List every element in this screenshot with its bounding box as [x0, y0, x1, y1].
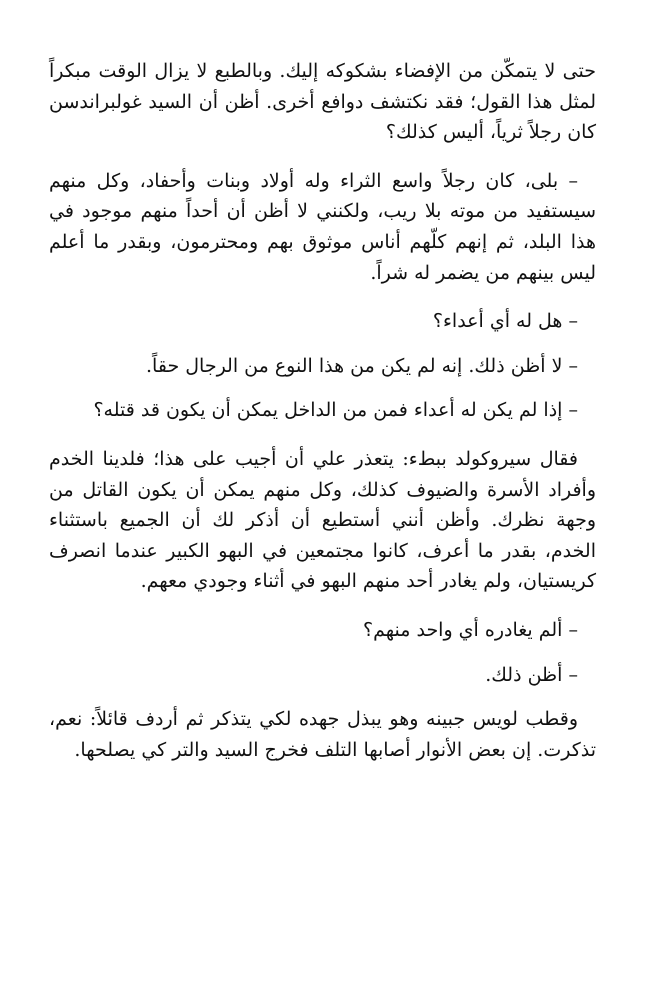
paragraph-lewis-remembers: وقطب لويس جبينه وهو يبذل جهده لكي يتذكر ثم أردف قائلاً: نعم، تذكرت. إن بعض الأنوار أصابها التلف فخرج السيد والتر كي يصلحها.: [49, 708, 596, 761]
paragraph-serocold-reply: فقال سيروكولد ببطء: يتعذر علي أن أجيب على هذا؛ فلدينا الخدم وأفراد الأسرة والضيوف كذلك، وكل منهم يمكن أن يكون القاتل من وجهة نظرك. وأظن أنني أستطيع أن أذكر لك أن الجميع باستثناء الخدم، بقدر ما أعرف، كانوا مجتمعين في البهو الكبير عندما انصرف كريستيان، ولم يغادر أحد منهم البهو في أثناء وجودي معهم.: [49, 447, 596, 593]
paragraph-dialog-left-answer: – أظن ذلك.: [485, 663, 578, 686]
paragraph-dialog-enemies-answer: – لا أظن ذلك. إنه لم يكن من هذا النوع من الرجال حقاً.: [146, 354, 578, 377]
paragraph-dialog-who-killed: – إذا لم يكن له أعداء فمن من الداخل يمكن أن يكون قد قتله؟: [93, 399, 578, 422]
paragraph-continuation: حتى لا يتمكّن من الإفضاء بشكوكه إليك. وبالطبع لا يزال الوقت مبكراً لمثل هذا القول؛ فقد نكتشف دوافع أخرى. أظن أن السيد غولبراندسن كان رجلاً ثرياً، أليس كذلك؟: [49, 60, 596, 144]
paragraph-dialog-wealth: – بلى، كان رجلاً واسع الثراء وله أولاد وبنات وأحفاد، وكل منهم سيستفيد من موته بلا ريب، ولكنني لا أظن أن أحداً منهم موجود في هذا البلد، ثم إنهم كلّهم أناس موثوق بهم ومحترمون، وبقدر ما أعلم ليس بينهم من يضمر له شراً.: [49, 169, 596, 284]
paragraph-dialog-left-question: – ألم يغادره أي واحد منهم؟: [363, 618, 578, 641]
paragraph-dialog-enemies-question: – هل له أي أعداء؟: [432, 310, 578, 333]
